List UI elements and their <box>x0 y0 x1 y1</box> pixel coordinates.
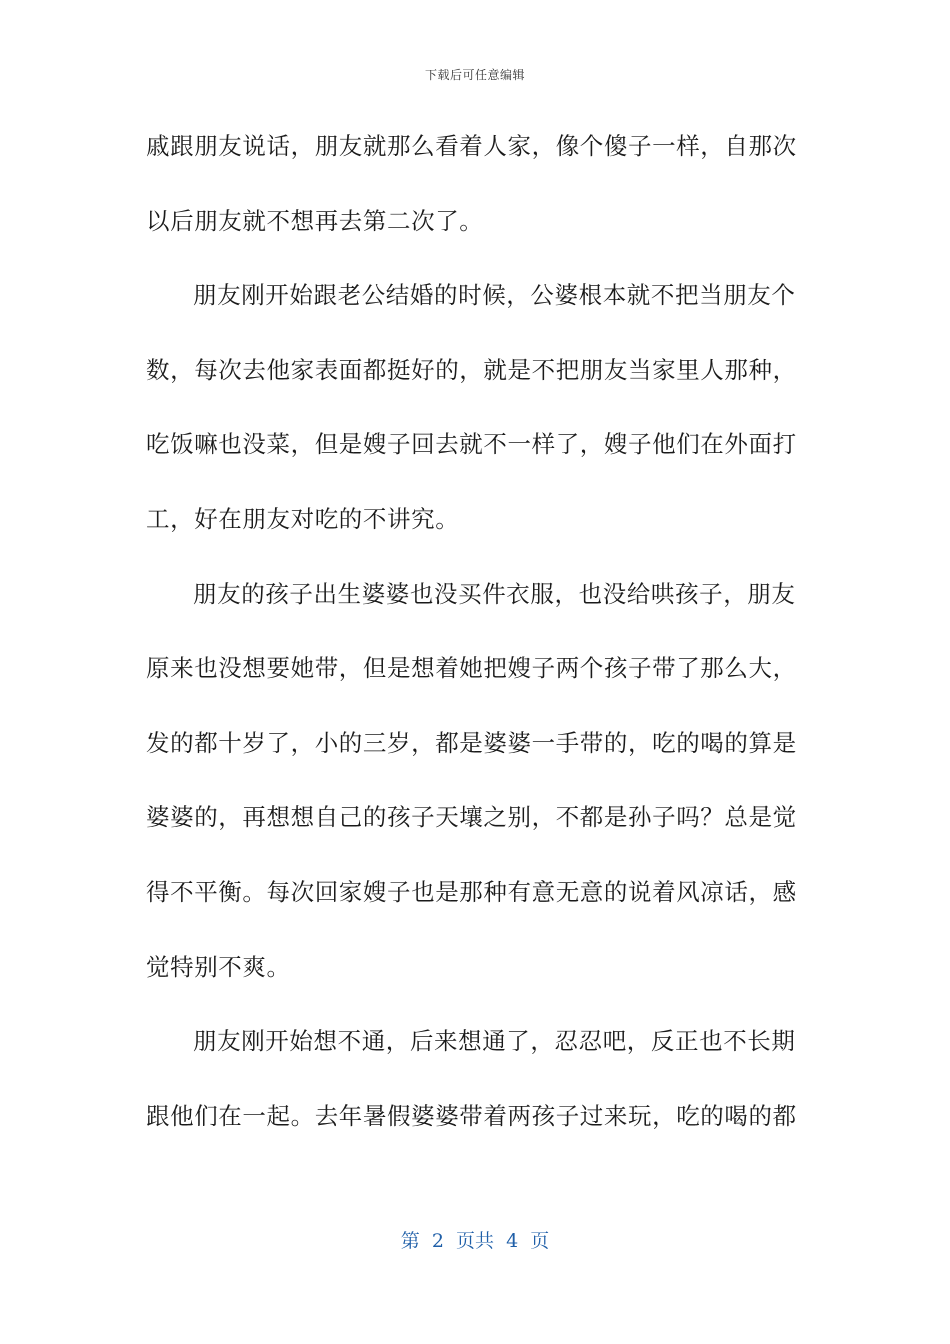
text-line: 以后朋友就不想再去第二次了。 <box>146 206 484 235</box>
page-footer <box>0 1226 950 1253</box>
text-line: 工，好在朋友对吃的不讲究。 <box>146 504 460 533</box>
text-line: 朋友刚开始想不通，后来想通了，忍忍吧，反正也不长期 <box>193 1027 796 1056</box>
text-line: 得不平衡。每次回家嫂子也是那种有意无意的说着风凉话，感 <box>146 877 797 906</box>
page-header: 下载后可任意编辑 <box>424 68 525 82</box>
text-line: 婆婆的，再想想自己的孩子天壤之别，不都是孙子吗？总是觉 <box>146 803 797 832</box>
document-body <box>146 124 802 1168</box>
page-number: 第 2 页共 4 页 <box>400 1230 550 1252</box>
text-line: 朋友的孩子出生婆婆也没买件衣服，也没给哄孩子，朋友 <box>193 579 796 608</box>
text-line: 觉特别不爽。 <box>146 952 291 981</box>
text-line: 朋友刚开始跟老公结婚的时候，公婆根本就不把当朋友个 <box>193 281 796 310</box>
text-line: 原来也没想要她带，但是想着她把嫂子两个孩子带了那么大， <box>146 654 797 683</box>
text-line: 数，每次去他家表面都挺好的，就是不把朋友当家里人那种， <box>146 355 797 384</box>
text-line: 跟他们在一起。去年暑假婆婆带着两孩子过来玩，吃的喝的都 <box>146 1101 797 1130</box>
text-line: 发的都十岁了，小的三岁，都是婆婆一手带的，吃的喝的算是 <box>146 728 797 757</box>
text-line: 吃饭嘛也没菜，但是嫂子回去就不一样了，嫂子他们在外面打 <box>146 430 797 459</box>
text-line: 戚跟朋友说话，朋友就那么看着人家，像个傻子一样，自那次 <box>146 132 797 160</box>
